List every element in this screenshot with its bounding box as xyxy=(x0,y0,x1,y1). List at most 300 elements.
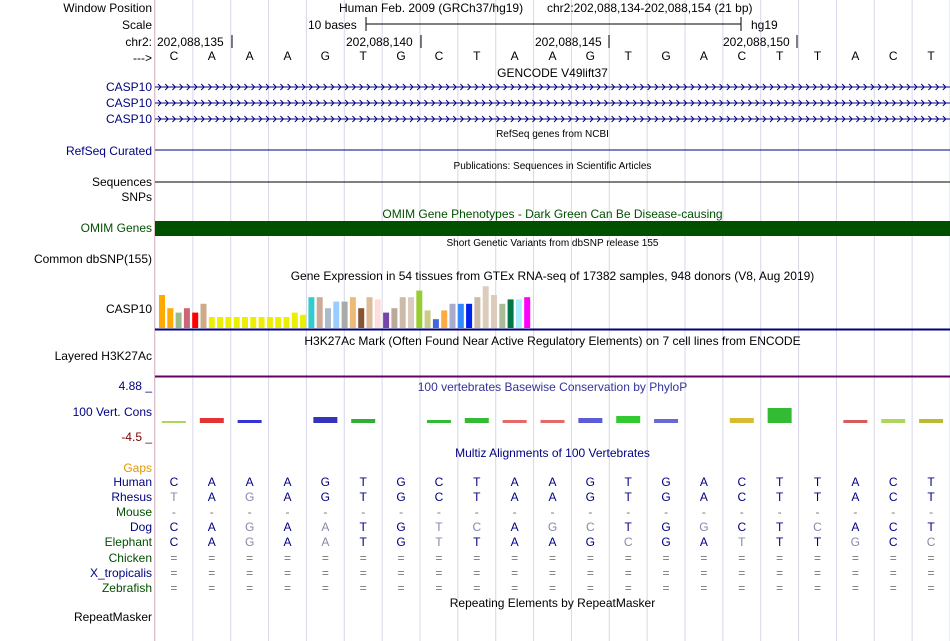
aligned-base: = xyxy=(359,550,367,565)
gtex-tissue-bar xyxy=(375,299,381,328)
aligned-base: = xyxy=(208,565,216,580)
base-letter: C xyxy=(434,49,444,63)
aligned-base: - xyxy=(436,505,441,520)
h3k27ac-track-label[interactable]: Layered H3K27Ac xyxy=(54,349,152,363)
gtex-tissue-bar xyxy=(499,304,505,328)
base-letter: T xyxy=(775,49,784,63)
publications-track-label[interactable]: Sequences xyxy=(91,175,152,189)
aligned-base: = xyxy=(851,550,859,565)
aligned-base: G xyxy=(661,490,671,505)
aligned-base: T xyxy=(435,520,443,535)
gtex-tissue-bar xyxy=(225,317,231,328)
aligned-base: C xyxy=(472,520,482,535)
multiz-species-label[interactable]: Chicken xyxy=(108,550,152,565)
aligned-base: A xyxy=(548,535,557,550)
gtex-track-title: Gene Expression in 54 tissues from GTEx RNA-seq of 17382 samples, 948 donors (V8, Aug 2019) xyxy=(290,269,815,283)
aligned-base: = xyxy=(397,550,405,565)
aligned-base: - xyxy=(361,505,366,520)
aligned-base: - xyxy=(588,505,593,520)
gtex-tissue-bar xyxy=(317,297,323,328)
aligned-base: = xyxy=(511,550,519,565)
gtex-tissue-bar xyxy=(259,317,265,328)
gencode-gene-label-2[interactable]: CASP10 xyxy=(105,96,152,110)
gtex-tissue-bar xyxy=(441,310,447,328)
aligned-base: = xyxy=(624,580,632,595)
aligned-base: = xyxy=(208,550,216,565)
aligned-base: G xyxy=(585,490,596,505)
aligned-base: = xyxy=(738,580,746,595)
aligned-base: = xyxy=(548,580,556,595)
aligned-base: C xyxy=(737,490,747,505)
aligned-base: = xyxy=(927,580,935,595)
gtex-tissue-bar xyxy=(284,317,290,328)
aligned-base: T xyxy=(170,490,178,505)
base-letter: A xyxy=(283,49,292,63)
conservation-mark xyxy=(578,418,602,423)
multiz-alignment-row xyxy=(155,490,950,504)
aligned-base: = xyxy=(548,565,556,580)
aligned-base: G xyxy=(396,520,406,535)
aligned-base: = xyxy=(662,550,670,565)
phylop-max-label: 4.88 _ xyxy=(118,379,152,393)
aligned-base: C xyxy=(169,520,179,535)
aligned-base: = xyxy=(813,550,821,565)
gtex-tissue-bar xyxy=(192,313,198,328)
aligned-base: G xyxy=(244,535,255,550)
snps-track-label[interactable]: SNPs xyxy=(121,190,152,204)
conservation-mark xyxy=(465,418,489,423)
dbsnp-track-title: Short Genetic Variants from dbSNP release 155 xyxy=(446,238,659,249)
gtex-tissue-bar xyxy=(466,304,472,328)
conservation-mark xyxy=(730,418,754,423)
base-letter: C xyxy=(737,49,747,63)
gtex-tissue-bar xyxy=(425,310,431,328)
aligned-base: - xyxy=(777,505,782,520)
aligned-base: T xyxy=(359,475,367,489)
omim-track-title: OMIM Gene Phenotypes - Dark Green Can Be Disease-causing xyxy=(382,207,723,221)
conservation-mark xyxy=(200,418,224,423)
h3k27ac-track-title: H3K27Ac Mark (Often Found Near Active Regulatory Elements) on 7 cell lines from ENCODE xyxy=(304,334,801,348)
aligned-base: G xyxy=(396,475,406,489)
conservation-mark xyxy=(768,408,792,423)
gtex-tissue-bar xyxy=(209,317,215,328)
base-letter: A xyxy=(699,49,708,63)
aligned-base: = xyxy=(170,550,178,565)
aligned-base: = xyxy=(851,565,859,580)
aligned-base: C xyxy=(434,490,444,505)
gtex-tissue-bar xyxy=(358,308,364,328)
aligned-base: C xyxy=(926,535,936,550)
gtex-tissue-bar xyxy=(400,297,406,328)
aligned-base: T xyxy=(927,520,935,535)
conservation-mark xyxy=(654,419,678,423)
gtex-tissue-bar xyxy=(416,291,422,328)
aligned-base: A xyxy=(699,490,708,505)
phylop-track-label[interactable]: 100 Vert. Cons xyxy=(72,405,152,419)
phylop-track-title: 100 vertebrates Basewise Conservation by PhyloP xyxy=(417,380,688,394)
aligned-base: T xyxy=(927,490,935,505)
base-letter: G xyxy=(320,49,331,63)
aligned-base: T xyxy=(738,535,746,550)
base-letter: T xyxy=(359,49,367,63)
gtex-tissue-bar xyxy=(292,313,298,328)
multiz-species-label[interactable]: Rhesus xyxy=(111,490,152,505)
aligned-base: = xyxy=(283,550,291,565)
aligned-base: A xyxy=(548,475,557,489)
aligned-base: A xyxy=(851,475,860,489)
base-letter: A xyxy=(207,49,216,63)
aligned-base: C xyxy=(586,520,595,535)
aligned-base: = xyxy=(359,580,367,595)
aligned-base: G xyxy=(396,490,406,505)
scale-label: Scale xyxy=(121,18,152,32)
aligned-base: C xyxy=(169,475,179,489)
aligned-base: G xyxy=(320,490,331,505)
aligned-base: G xyxy=(699,520,709,535)
gtex-tissue-bar xyxy=(250,317,256,328)
aligned-base: = xyxy=(397,580,405,595)
aligned-base: C xyxy=(888,535,898,550)
aligned-base: - xyxy=(247,505,252,520)
gtex-tissue-bar xyxy=(483,286,489,328)
aligned-base: - xyxy=(399,505,404,520)
position-range: chr2:202,088,134-202,088,154 (21 bp) xyxy=(547,1,753,15)
aligned-base: = xyxy=(700,580,708,595)
aligned-base: - xyxy=(891,505,896,520)
aligned-base: C xyxy=(888,520,898,535)
aligned-base: = xyxy=(359,565,367,580)
base-letter: C xyxy=(888,49,898,63)
aligned-base: T xyxy=(813,490,822,505)
chrom-label: chr2: xyxy=(125,35,152,49)
aligned-base: C xyxy=(813,520,822,535)
base-letter: A xyxy=(548,49,557,63)
aligned-base: A xyxy=(321,535,330,550)
aligned-base: = xyxy=(927,565,935,580)
conservation-mark xyxy=(503,420,527,423)
aligned-base: A xyxy=(548,490,557,505)
aligned-base: A xyxy=(321,520,330,535)
aligned-base: A xyxy=(510,520,519,535)
aligned-base: A xyxy=(283,475,292,489)
aligned-base: = xyxy=(548,550,556,565)
aligned-base: - xyxy=(285,505,290,520)
aligned-base: = xyxy=(889,580,897,595)
gtex-tissue-bar xyxy=(524,297,530,328)
aligned-base: = xyxy=(246,550,254,565)
aligned-base: G xyxy=(244,520,255,535)
conservation-mark xyxy=(843,420,867,423)
aligned-base: = xyxy=(435,580,443,595)
ruler-tick-label: 202,088,140 xyxy=(346,35,413,49)
refseq-track-label[interactable]: RefSeq Curated xyxy=(65,144,152,158)
aligned-base: = xyxy=(624,550,632,565)
aligned-base: G xyxy=(320,475,331,489)
aligned-base: = xyxy=(246,580,254,595)
gencode-gene-label-1[interactable]: CASP10 xyxy=(105,80,152,94)
publications-track-title: Publications: Sequences in Scientific Articles xyxy=(453,161,652,172)
aligned-base: A xyxy=(851,520,860,535)
conservation-mark xyxy=(162,421,186,423)
gtex-tissue-bar xyxy=(325,308,331,328)
aligned-base: G xyxy=(661,535,671,550)
aligned-base: = xyxy=(473,580,481,595)
gtex-tissue-bar xyxy=(391,308,397,328)
base-sequence xyxy=(155,49,950,63)
phylop-min-label: -4.5 _ xyxy=(121,430,152,444)
aligned-base: A xyxy=(207,535,216,550)
aligned-base: C xyxy=(169,535,179,550)
aligned-base: T xyxy=(775,535,784,550)
repeatmasker-track-title: Repeating Elements by RepeatMasker xyxy=(449,596,656,610)
aligned-base: = xyxy=(738,565,746,580)
gtex-tissue-bar xyxy=(383,313,389,328)
aligned-base: = xyxy=(662,565,670,580)
aligned-base: = xyxy=(776,580,784,595)
aligned-base: G xyxy=(661,475,671,489)
base-letter: A xyxy=(510,49,519,63)
multiz-gaps-label: Gaps xyxy=(123,461,152,475)
assembly-title: Human Feb. 2009 (GRCh37/hg19) xyxy=(339,1,524,15)
base-letter: A xyxy=(851,49,860,63)
aligned-base: = xyxy=(586,550,594,565)
aligned-base: T xyxy=(435,535,443,550)
aligned-base: A xyxy=(851,490,860,505)
multiz-alignment-row xyxy=(155,520,950,534)
multiz-alignment-row xyxy=(155,581,950,595)
gtex-tissue-bar xyxy=(275,317,281,328)
gtex-tissue-bar xyxy=(516,299,522,328)
multiz-species-label[interactable]: X_tropicalis xyxy=(89,565,152,580)
ruler-tick-label: 202,088,150 xyxy=(723,35,790,49)
aligned-base: G xyxy=(396,535,406,550)
aligned-base: T xyxy=(813,475,822,489)
aligned-base: T xyxy=(624,490,632,505)
gtex-tissue-bar xyxy=(300,315,306,328)
multiz-species-label[interactable]: Zebrafish xyxy=(101,580,152,595)
gtex-tissue-bar xyxy=(201,304,207,328)
aligned-base: = xyxy=(321,565,329,580)
aligned-base: = xyxy=(473,565,481,580)
gtex-tissue-bar xyxy=(308,297,314,328)
aligned-base: C xyxy=(623,535,633,550)
gtex-tissue-bar xyxy=(408,297,414,328)
db-label: hg19 xyxy=(751,18,778,32)
scale-text: 10 bases xyxy=(308,18,357,32)
aligned-base: = xyxy=(321,550,329,565)
aligned-base: G xyxy=(547,520,558,535)
aligned-base: = xyxy=(889,550,897,565)
base-letter: G xyxy=(661,49,671,63)
multiz-species-label[interactable]: Human xyxy=(113,475,152,489)
gtex-tissue-bar xyxy=(458,304,464,328)
aligned-base: T xyxy=(813,535,822,550)
aligned-base: C xyxy=(888,475,898,489)
aligned-base: = xyxy=(435,550,443,565)
aligned-base: T xyxy=(775,475,784,489)
aligned-base: A xyxy=(207,475,216,489)
aligned-base: = xyxy=(813,580,821,595)
multiz-species-label[interactable]: Mouse xyxy=(115,505,152,520)
aligned-base: A xyxy=(510,490,519,505)
gtex-tissue-bar xyxy=(242,317,248,328)
aligned-base: G xyxy=(661,520,671,535)
multiz-alignment-row xyxy=(155,535,950,549)
aligned-base: - xyxy=(512,505,517,520)
gtex-tissue-bar xyxy=(217,317,223,328)
gencode-gene-label-3[interactable]: CASP10 xyxy=(105,112,152,126)
aligned-base: A xyxy=(510,475,519,489)
gtex-tissue-bar xyxy=(267,317,273,328)
window-position-label: Window Position xyxy=(63,1,152,15)
aligned-base: = xyxy=(927,550,935,565)
multiz-species-label[interactable]: Dog xyxy=(129,520,152,535)
aligned-base: T xyxy=(359,490,367,505)
aligned-base: C xyxy=(737,475,747,489)
aligned-base: = xyxy=(511,565,519,580)
base-letter: T xyxy=(813,49,822,63)
aligned-base: = xyxy=(662,580,670,595)
aligned-base: = xyxy=(473,550,481,565)
aligned-base: T xyxy=(473,535,481,550)
base-letter: T xyxy=(927,49,935,63)
aligned-base: A xyxy=(699,475,708,489)
dbsnp-track-label[interactable]: Common dbSNP(155) xyxy=(33,252,152,266)
aligned-base: = xyxy=(321,580,329,595)
aligned-base: A xyxy=(510,535,519,550)
aligned-base: - xyxy=(209,505,214,520)
gtex-tissue-bar xyxy=(234,317,240,328)
aligned-base: = xyxy=(624,565,632,580)
conservation-mark xyxy=(313,417,337,423)
aligned-base: - xyxy=(929,505,934,520)
aligned-base: = xyxy=(851,580,859,595)
conservation-mark xyxy=(238,420,262,423)
gtex-tissue-bar xyxy=(176,313,182,328)
aligned-base: - xyxy=(853,505,858,520)
base-letter: T xyxy=(473,49,481,63)
gtex-tissue-bar xyxy=(491,295,497,328)
aligned-base: A xyxy=(283,520,292,535)
multiz-species-label[interactable]: Elephant xyxy=(104,535,152,550)
repeatmasker-track-label[interactable]: RepeatMasker xyxy=(73,610,152,624)
gtex-tissue-bar xyxy=(350,297,356,328)
base-letter: A xyxy=(245,49,254,63)
aligned-base: - xyxy=(701,505,706,520)
aligned-base: = xyxy=(700,550,708,565)
aligned-base: T xyxy=(775,520,784,535)
aligned-base: T xyxy=(927,475,935,489)
aligned-base: = xyxy=(283,565,291,580)
aligned-base: = xyxy=(435,565,443,580)
multiz-alignment-row xyxy=(155,566,950,580)
multiz-alignment-row xyxy=(155,551,950,565)
aligned-base: T xyxy=(775,490,784,505)
gtex-tissue-bar xyxy=(342,302,348,328)
aligned-base: - xyxy=(171,505,176,520)
gtex-track-label[interactable]: CASP10 xyxy=(105,302,152,316)
ruler-tick-label: 202,088,145 xyxy=(535,35,602,49)
omim-phenotype-bar xyxy=(155,221,950,236)
aligned-base: = xyxy=(813,565,821,580)
aligned-base: = xyxy=(170,580,178,595)
aligned-base: A xyxy=(207,490,216,505)
aligned-base: = xyxy=(889,565,897,580)
gtex-tissue-bar xyxy=(333,302,339,328)
gtex-tissue-bar xyxy=(474,297,480,328)
aligned-base: G xyxy=(244,490,255,505)
aligned-base: = xyxy=(170,565,178,580)
aligned-base: - xyxy=(739,505,744,520)
aligned-base: A xyxy=(207,520,216,535)
aligned-base: G xyxy=(585,475,596,489)
aligned-base: T xyxy=(473,475,481,489)
gtex-tissue-bar xyxy=(367,297,373,328)
gtex-tissue-bar xyxy=(433,319,439,328)
gtex-tissue-bar xyxy=(508,299,514,328)
ruler-tick-label: 202,088,135 xyxy=(157,35,224,49)
aligned-base: = xyxy=(586,580,594,595)
gtex-tissue-bar xyxy=(184,308,190,328)
aligned-base: C xyxy=(434,475,444,489)
aligned-base: = xyxy=(738,550,746,565)
aligned-base: T xyxy=(624,520,632,535)
aligned-base: G xyxy=(850,535,861,550)
gencode-track-title: GENCODE V49lift37 xyxy=(497,66,608,80)
conservation-mark xyxy=(919,419,943,423)
aligned-base: = xyxy=(586,565,594,580)
aligned-base: = xyxy=(208,580,216,595)
aligned-base: - xyxy=(550,505,555,520)
gtex-tissue-bar xyxy=(450,304,456,328)
aligned-base: - xyxy=(664,505,669,520)
strand-label: ---> xyxy=(133,51,152,65)
aligned-base: - xyxy=(815,505,820,520)
aligned-base: C xyxy=(737,520,747,535)
aligned-base: - xyxy=(474,505,479,520)
aligned-base: A xyxy=(245,475,254,489)
aligned-base: G xyxy=(585,535,596,550)
omim-track-label[interactable]: OMIM Genes xyxy=(80,221,152,235)
aligned-base: = xyxy=(283,580,291,595)
aligned-base: T xyxy=(473,490,481,505)
multiz-alignment-row xyxy=(155,505,950,519)
base-letter: G xyxy=(585,49,596,63)
base-letter: G xyxy=(396,49,406,63)
aligned-base: T xyxy=(359,520,367,535)
aligned-base: - xyxy=(626,505,631,520)
gtex-tissue-bar xyxy=(167,308,173,328)
gtex-tissue-bar xyxy=(159,295,165,328)
aligned-base: A xyxy=(283,490,292,505)
conservation-mark xyxy=(427,420,451,423)
aligned-base: A xyxy=(699,535,708,550)
conservation-mark xyxy=(881,419,905,423)
aligned-base: = xyxy=(776,550,784,565)
aligned-base: C xyxy=(888,490,898,505)
refseq-track-title: RefSeq genes from NCBI xyxy=(496,129,609,140)
conservation-mark xyxy=(351,419,375,423)
aligned-base: = xyxy=(776,565,784,580)
multiz-track-title: Multiz Alignments of 100 Vertebrates xyxy=(455,446,650,460)
multiz-alignment-row xyxy=(155,475,950,489)
aligned-base: T xyxy=(624,475,632,489)
aligned-base: = xyxy=(397,565,405,580)
aligned-base: - xyxy=(323,505,328,520)
base-letter: C xyxy=(169,49,179,63)
aligned-base: A xyxy=(283,535,292,550)
aligned-base: = xyxy=(246,565,254,580)
